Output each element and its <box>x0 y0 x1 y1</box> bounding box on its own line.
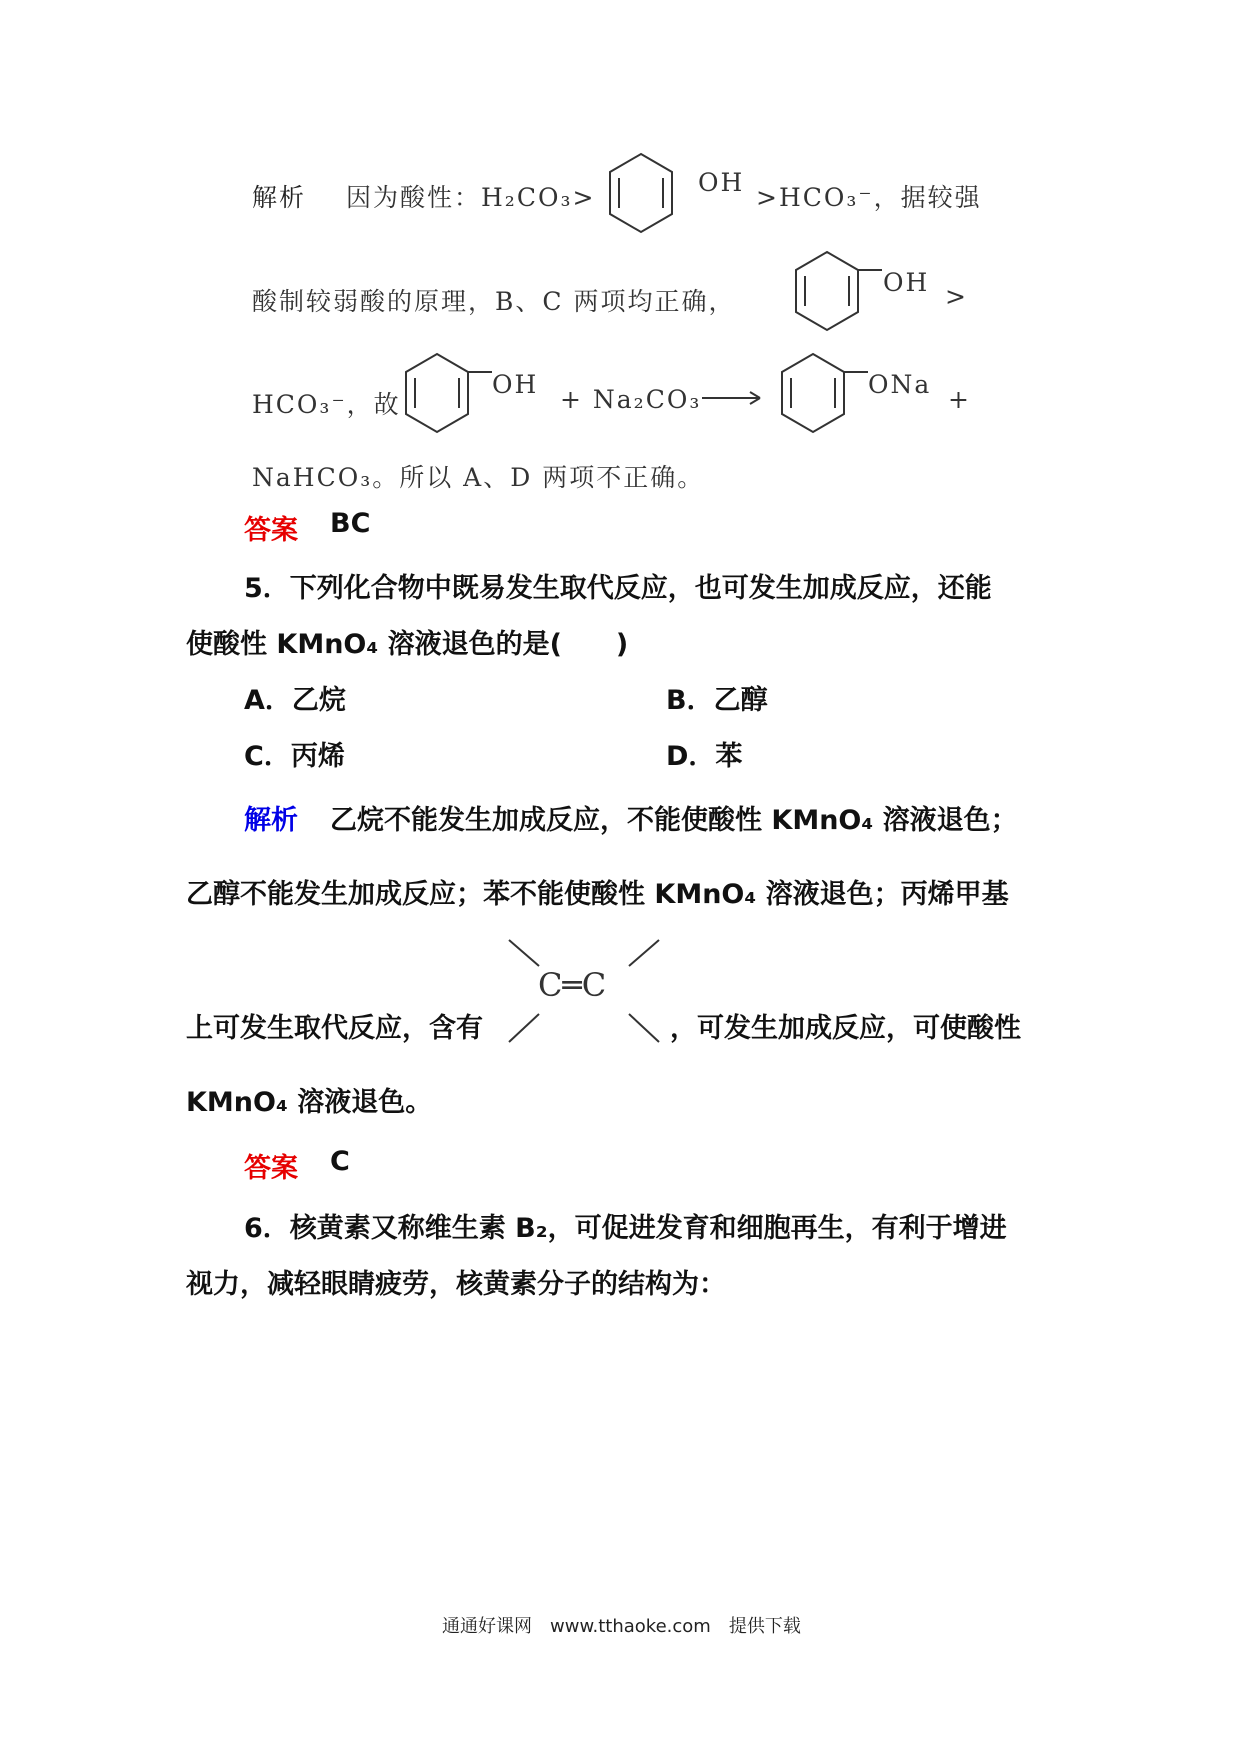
principle-text: 酸制较弱酸的原理，B、C 两项均正确， <box>252 287 736 316</box>
analysis-line3-pre: 上可发生取代反应，含有 <box>186 1013 483 1044</box>
ona-group: ONa <box>868 370 932 399</box>
option-c: C．丙烯 <box>244 741 345 772</box>
acidity-tail: >HCO₃⁻，据较强 <box>756 183 982 212</box>
phenol-structure-1 <box>606 152 676 244</box>
answer-value: BC <box>330 508 371 539</box>
option-b: B．乙醇 <box>666 685 768 716</box>
question-5-line1: 5．下列化合物中既易发生取代反应，也可发生加成反应，还能 <box>244 573 992 604</box>
oh-group-3: OH <box>492 370 539 399</box>
acidity-statement: 因为酸性：H₂CO₃> <box>346 183 596 212</box>
oh-group-1: OH <box>698 168 745 197</box>
option-d: D．苯 <box>666 741 743 772</box>
gt-sign: > <box>945 282 968 311</box>
plus-sign: + <box>948 385 971 414</box>
question-5-line2: 使酸性 KMnO₄ 溶液退色的是( ) <box>186 629 629 660</box>
question-6-line1: 6．核黄素又称维生素 B₂，可促进发育和细胞再生，有利于增进 <box>244 1213 1007 1244</box>
question-6-line2: 视力，减轻眼睛疲劳，核黄素分子的结构为： <box>186 1269 726 1300</box>
answer-5-value: C <box>330 1146 350 1177</box>
plus-na2co3: + Na₂CO₃ <box>560 385 702 414</box>
answer-label: 答案 <box>244 515 298 546</box>
footer-text: 通通好课网 www.tthaoke.com 提供下载 <box>442 1616 801 1637</box>
cc-double-bond: C═C <box>538 966 607 1004</box>
analysis-line2: 乙醇不能发生加成反应；苯不能使酸性 KMnO₄ 溶液退色；丙烯甲基 <box>186 879 1009 910</box>
analysis-line4: KMnO₄ 溶液退色。 <box>186 1087 433 1118</box>
oh-group-2: OH <box>883 268 930 297</box>
answer-5-label: 答案 <box>244 1153 298 1184</box>
analysis-label-scan: 解析 <box>252 183 307 212</box>
analysis-line3-post: ，可发生加成反应，可使酸性 <box>670 1013 1021 1044</box>
reaction-arrow <box>700 388 770 408</box>
conclusion-text: NaHCO₃。所以 A、D 两项不正确。 <box>252 463 705 492</box>
analysis-line1: 乙烷不能发生加成反应，不能使酸性 KMnO₄ 溶液退色； <box>330 805 1018 836</box>
hco3-text: HCO₃⁻，故 <box>252 390 401 419</box>
analysis-label: 解析 <box>244 805 298 836</box>
option-a: A．乙烷 <box>244 685 346 716</box>
